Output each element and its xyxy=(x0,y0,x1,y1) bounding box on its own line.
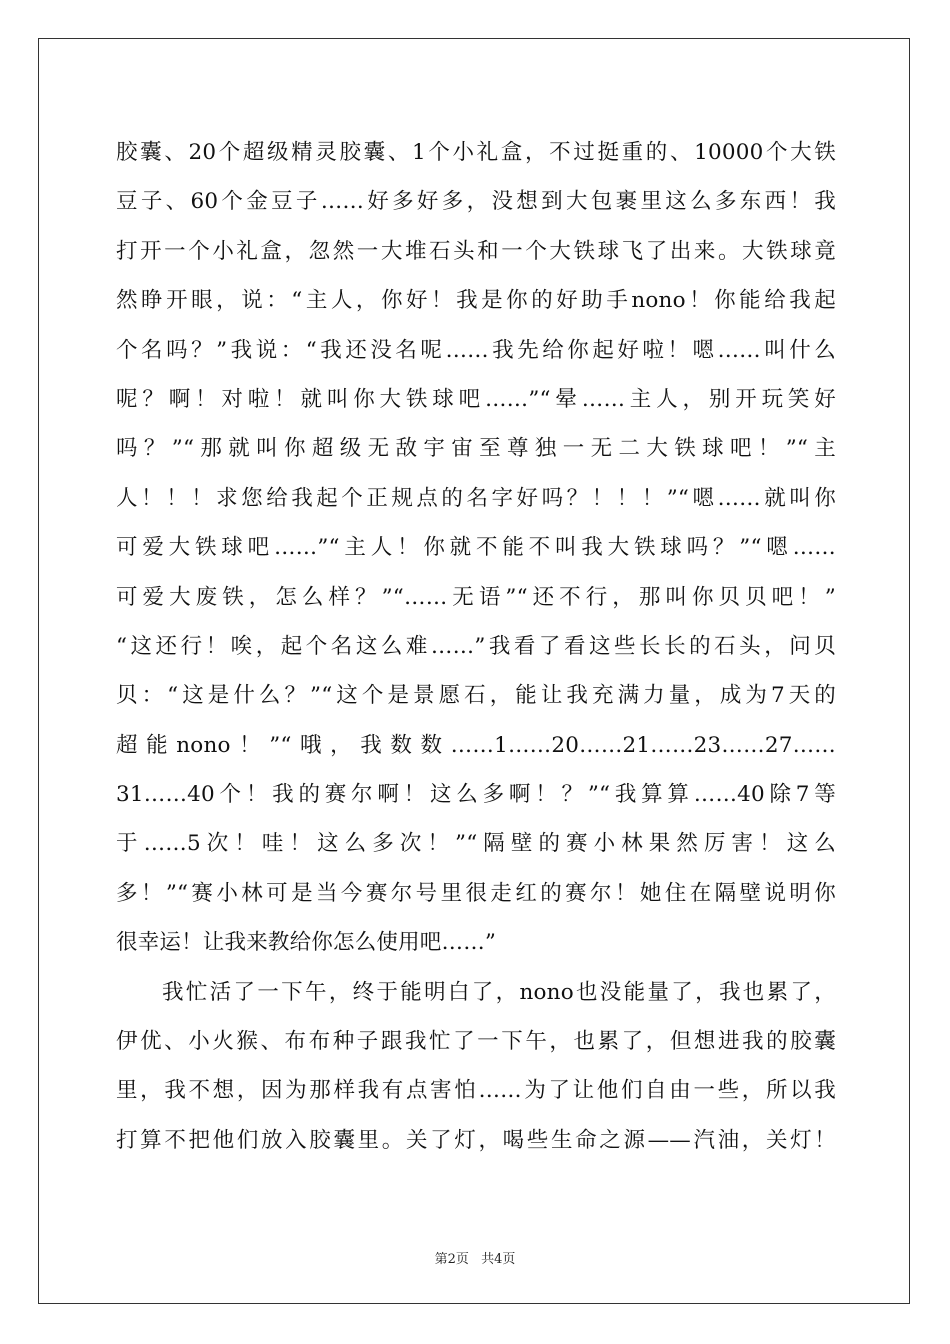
page-total: 共4页 xyxy=(481,1252,516,1267)
page-number: 第2页 xyxy=(434,1252,469,1267)
text-line: 可爱大废铁，怎么样？”“……无语”“还不行，那叫你贝贝吧！” xyxy=(116,584,836,610)
text-line: 里，我不想，因为那样我有点害怕……为了让他们自由一些，所以我 xyxy=(116,1078,836,1104)
text-line: 伊优、小火猴、布布种子跟我忙了一下午，也累了，但想进我的胶囊 xyxy=(116,1029,836,1055)
paragraph-2 xyxy=(116,968,836,1166)
text-line: 多！”“赛小林可是当今赛尔号里很走红的赛尔！她住在隔壁说明你 xyxy=(116,880,836,906)
text-line: 胶囊、20个超级精灵胶囊、1个小礼盒，不过挺重的、10000个大铁 xyxy=(116,140,836,165)
text-line: 打开一个小礼盒，忽然一大堆石头和一个大铁球飞了出来。大铁球竟 xyxy=(116,238,836,264)
document-body xyxy=(116,128,836,1165)
text-line: 31……40个！我的赛尔啊！这么多啊！？”“我算算……40除7等 xyxy=(116,782,836,808)
text-line: 呢？啊！对啦！就叫你大铁球吧……”“晕……主人，别开玩笑好 xyxy=(116,386,836,412)
text-line: 贝：“这是什么？”“这个是景愿石，能让我充满力量，成为7天的 xyxy=(116,683,836,709)
text-line: 很幸运！让我来教给你怎么使用吧……” xyxy=(116,930,497,956)
text-line: 然睁开眼，说：“主人，你好！我是你的好助手nono！你能给我起 xyxy=(116,288,836,314)
text-line: 个名吗？”我说：“我还没名呢……我先给你起好啦！嗯……叫什么 xyxy=(116,337,836,363)
text-line: 于……5次！哇！这么多次！”“隔壁的赛小林果然厉害！这么 xyxy=(116,831,836,857)
paragraph-1 xyxy=(116,128,836,968)
text-line: “这还行！唉，起个名这么难……”我看了看这些长长的石头，问贝 xyxy=(116,633,836,659)
text-line: 吗？”“那就叫你超级无敌宇宙至尊独一无二大铁球吧！”“主 xyxy=(116,436,836,462)
text-line: 豆子、60个金豆子……好多好多，没想到大包裹里这么多东西！我 xyxy=(116,189,836,215)
text-line: 打算不把他们放入胶囊里。关了灯，喝些生命之源——汽油，关灯！ xyxy=(116,1127,836,1153)
text-line: 可爱大铁球吧……”“主人！你就不能不叫我大铁球吗？”“嗯…… xyxy=(116,535,836,561)
text-line: 人！！！求您给我起个正规点的名字好吗？！！！”“嗯……就叫你 xyxy=(116,485,836,511)
page-footer xyxy=(0,1248,950,1267)
text-line: 超能nono！”“哦，我数数……1……20……21……23……27…… xyxy=(116,732,836,758)
text-line: 我忙活了一下午，终于能明白了，nono也没能量了，我也累了， xyxy=(162,979,836,1005)
